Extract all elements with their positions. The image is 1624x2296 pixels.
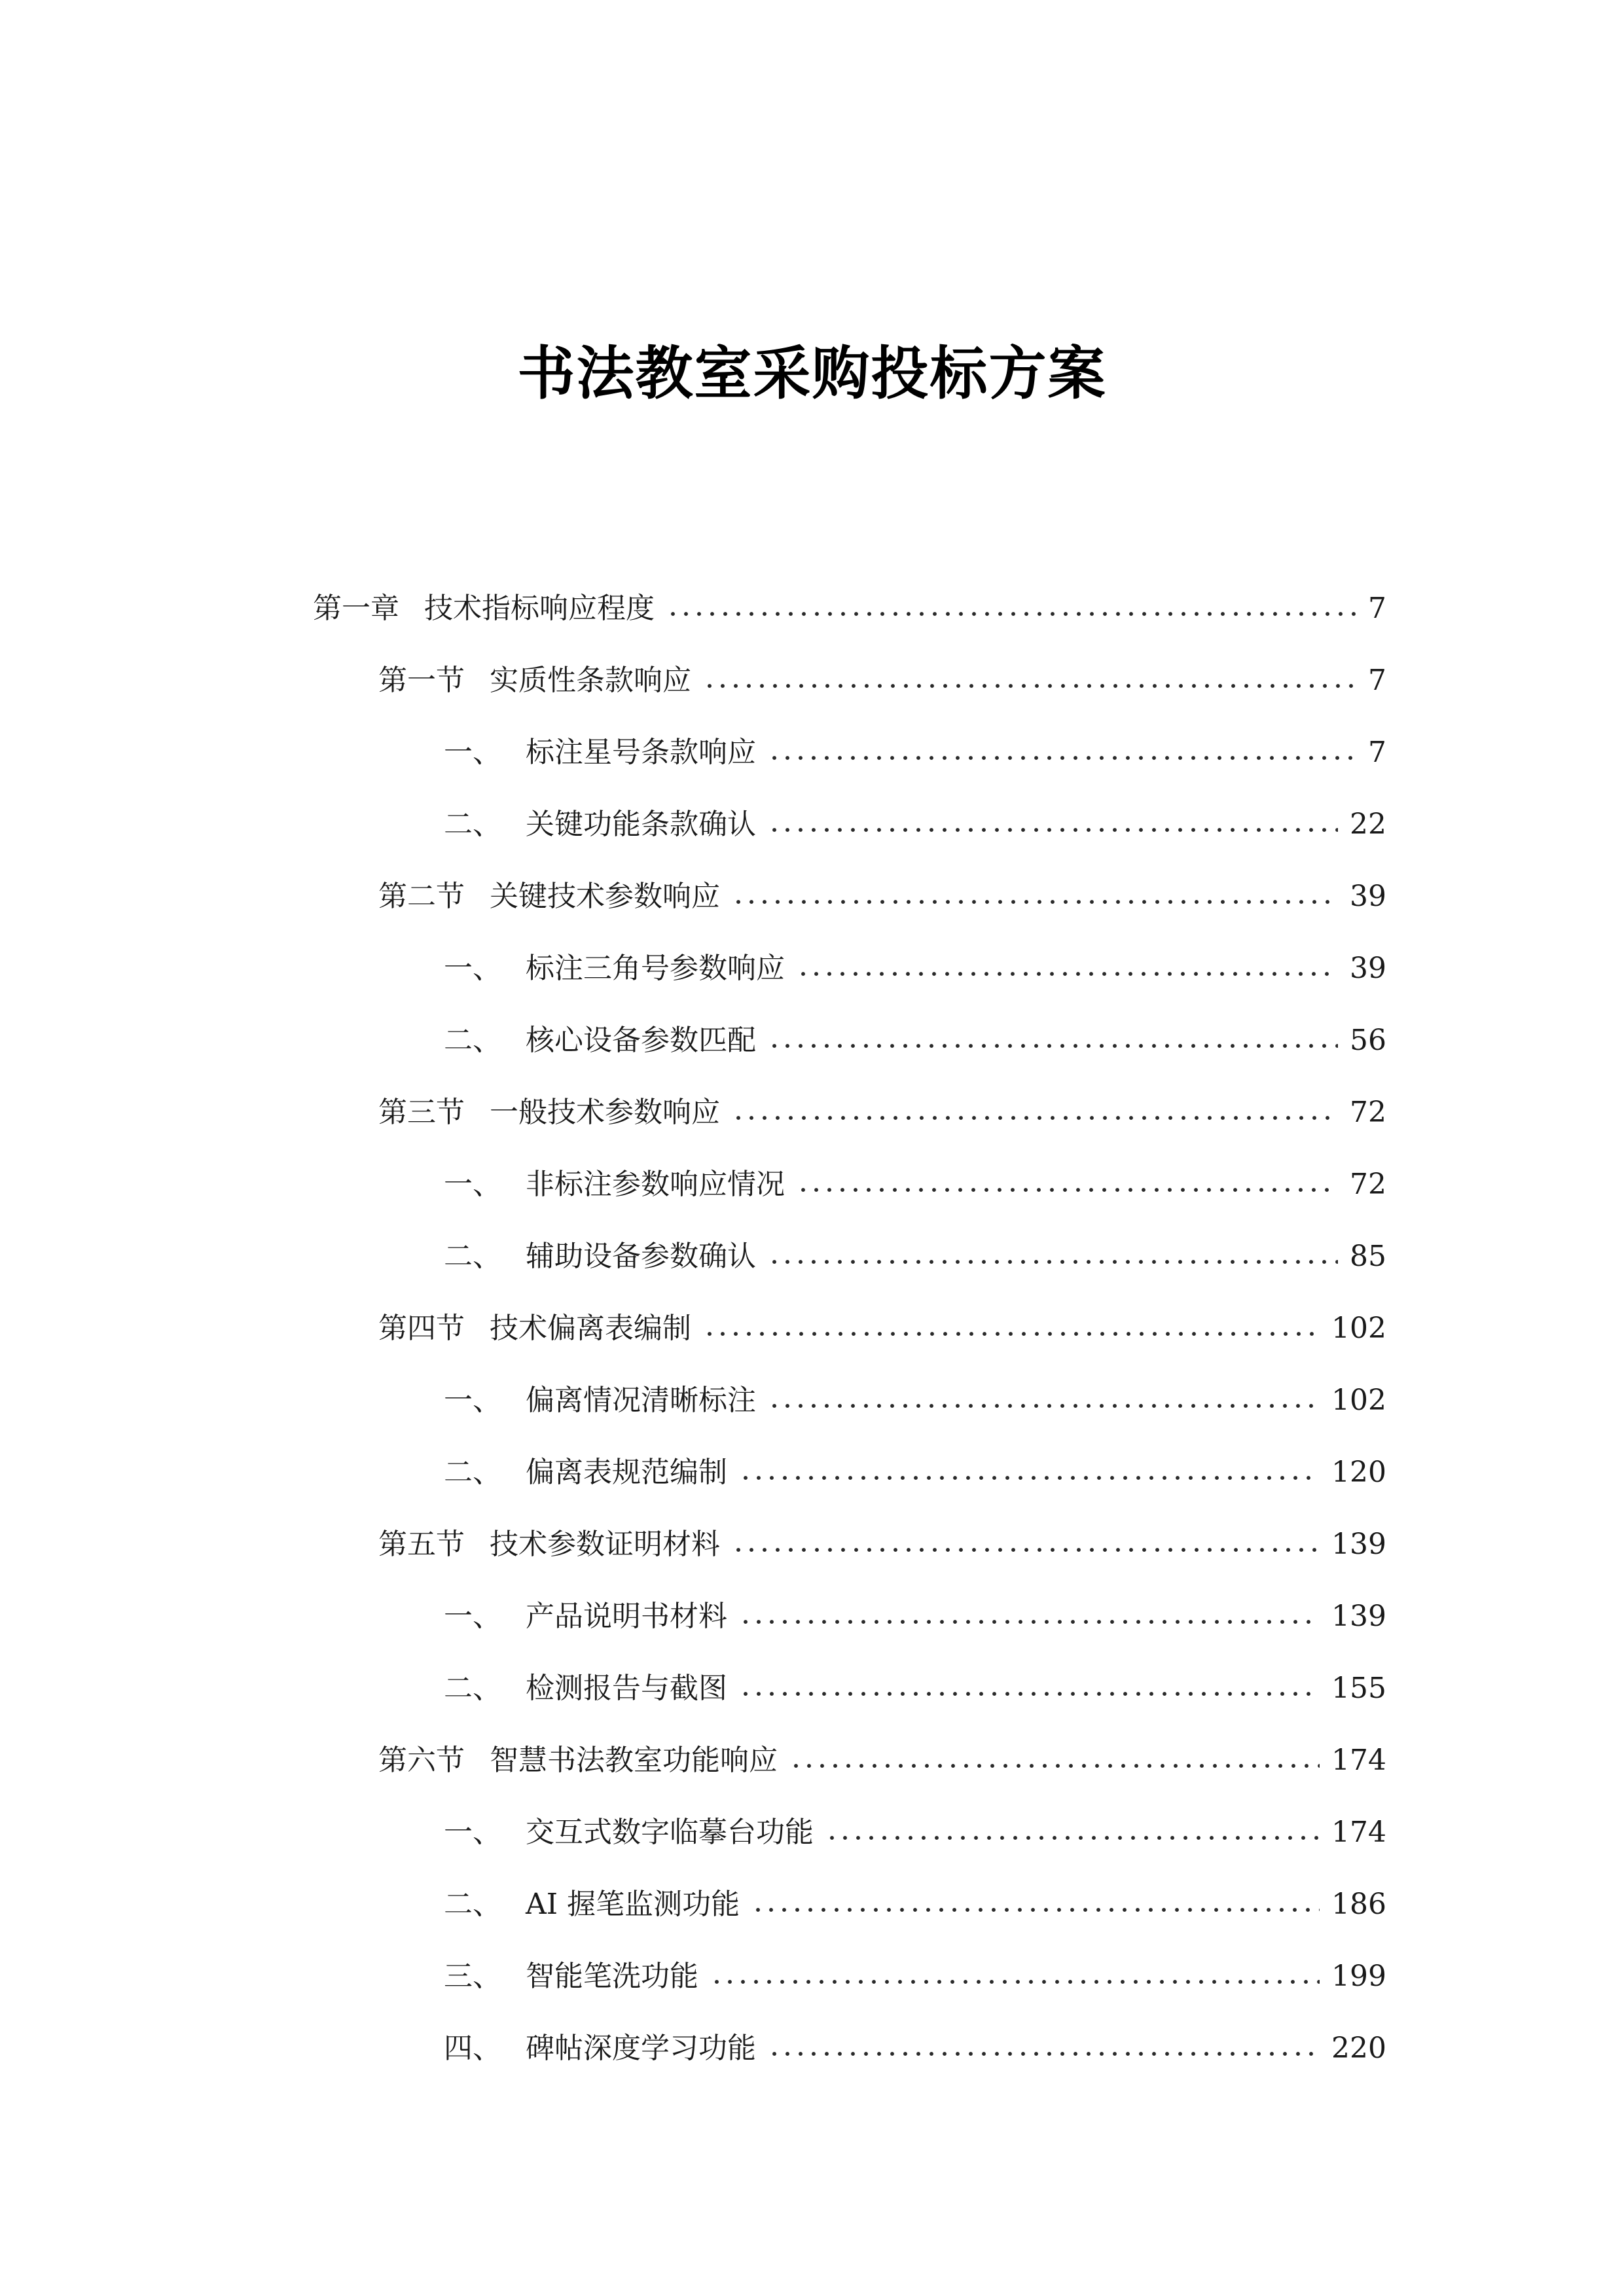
toc-entry-page: 102 xyxy=(1331,1312,1386,1345)
toc-entry-page: 120 xyxy=(1331,1456,1386,1489)
toc-entry-number: 四、 xyxy=(444,2032,501,2065)
dot-leader xyxy=(732,898,1338,906)
dot-leader xyxy=(825,1834,1320,1842)
dot-leader xyxy=(739,1474,1320,1482)
toc-entry-title: 技术参数证明材料 xyxy=(490,1528,720,1561)
toc-entry[interactable] xyxy=(313,1149,1386,1221)
toc-entry-number: 二、 xyxy=(444,808,501,841)
toc-entry-page: 72 xyxy=(1350,1096,1386,1129)
toc-entry-title: 实质性条款响应 xyxy=(490,664,691,697)
toc-entry-page: 7 xyxy=(1368,592,1386,625)
toc-entry[interactable] xyxy=(313,933,1386,1005)
dot-leader xyxy=(768,826,1338,834)
dot-leader xyxy=(703,682,1356,690)
toc-entry-number: 一、 xyxy=(444,1600,501,1633)
toc-entry-page: 85 xyxy=(1350,1240,1386,1273)
toc-entry[interactable] xyxy=(313,1869,1386,1941)
dot-leader xyxy=(739,1690,1320,1698)
toc-entry-page: 186 xyxy=(1331,1888,1386,1921)
toc-entry[interactable] xyxy=(313,1581,1386,1653)
toc-entry-title: 标注三角号参数响应 xyxy=(526,952,785,985)
table-of-contents xyxy=(313,573,1386,2085)
toc-entry-number: 第六节 xyxy=(378,1744,465,1777)
toc-entry-title: 标注星号条款响应 xyxy=(526,736,756,769)
toc-entry-page: 7 xyxy=(1368,736,1386,769)
toc-entry-title: 技术指标响应程度 xyxy=(424,592,655,625)
toc-entry-page: 7 xyxy=(1368,664,1386,697)
toc-entry-title: 检测报告与截图 xyxy=(526,1672,727,1705)
dot-leader xyxy=(666,610,1356,618)
toc-entry-number: 一、 xyxy=(444,1816,501,1849)
toc-entry-title: 智慧书法教室功能响应 xyxy=(490,1744,778,1777)
toc-entry[interactable] xyxy=(313,1797,1386,1869)
toc-entry[interactable] xyxy=(313,1077,1386,1149)
toc-entry-title: 核心设备参数匹配 xyxy=(526,1024,756,1057)
toc-entry[interactable] xyxy=(313,1437,1386,1509)
toc-entry-page: 139 xyxy=(1331,1528,1386,1561)
toc-entry-number: 二、 xyxy=(444,1240,501,1273)
toc-entry-number: 二、 xyxy=(444,1672,501,1705)
toc-entry-number: 一、 xyxy=(444,1384,501,1417)
toc-entry-title: AI 握笔监测功能 xyxy=(526,1888,740,1921)
toc-entry-number: 第四节 xyxy=(378,1312,465,1345)
dot-leader xyxy=(797,970,1338,978)
toc-entry-number: 第五节 xyxy=(378,1528,465,1561)
toc-entry-number: 二、 xyxy=(444,1888,501,1921)
toc-entry[interactable] xyxy=(313,1005,1386,1077)
toc-entry[interactable] xyxy=(313,1221,1386,1293)
dot-leader xyxy=(732,1114,1338,1122)
dot-leader xyxy=(768,1258,1338,1266)
toc-entry-page: 174 xyxy=(1331,1744,1386,1777)
toc-entry-number: 第一章 xyxy=(313,592,399,625)
dot-leader xyxy=(739,1618,1320,1626)
toc-entry[interactable] xyxy=(313,1509,1386,1581)
toc-entry-number: 第三节 xyxy=(378,1096,465,1129)
toc-entry-page: 220 xyxy=(1331,2032,1386,2065)
toc-entry-page: 102 xyxy=(1331,1384,1386,1417)
dot-leader xyxy=(768,754,1356,762)
dot-leader xyxy=(768,1042,1338,1050)
toc-entry-number: 一、 xyxy=(444,952,501,985)
toc-entry[interactable] xyxy=(313,573,1386,645)
toc-entry[interactable] xyxy=(313,861,1386,933)
toc-entry[interactable] xyxy=(313,1365,1386,1437)
toc-entry-title: 偏离表规范编制 xyxy=(526,1456,727,1489)
toc-entry-page: 199 xyxy=(1331,1960,1386,1993)
dot-leader xyxy=(789,1762,1320,1770)
toc-entry-title: 碑帖深度学习功能 xyxy=(526,2032,756,2065)
toc-entry-title: 关键技术参数响应 xyxy=(490,880,720,913)
toc-entry-number: 第二节 xyxy=(378,880,465,913)
toc-entry-number: 三、 xyxy=(444,1960,501,1993)
toc-entry-title: 辅助设备参数确认 xyxy=(526,1240,756,1273)
toc-entry-number: 二、 xyxy=(444,1456,501,1489)
toc-entry-title: 交互式数字临摹台功能 xyxy=(526,1816,814,1849)
toc-entry-page: 174 xyxy=(1331,1816,1386,1849)
toc-entry-title: 产品说明书材料 xyxy=(526,1600,727,1633)
toc-entry[interactable] xyxy=(313,2013,1386,2085)
toc-entry[interactable] xyxy=(313,1653,1386,1725)
dot-leader xyxy=(768,1402,1320,1410)
toc-entry[interactable] xyxy=(313,645,1386,717)
dot-leader xyxy=(710,1978,1320,1986)
toc-entry-title: 一般技术参数响应 xyxy=(490,1096,720,1129)
toc-entry[interactable] xyxy=(313,717,1386,789)
dot-leader xyxy=(732,1546,1320,1554)
toc-entry[interactable] xyxy=(313,789,1386,861)
toc-entry-page: 139 xyxy=(1331,1600,1386,1633)
toc-entry-page: 22 xyxy=(1350,808,1386,841)
toc-entry-title: 智能笔洗功能 xyxy=(526,1960,698,1993)
toc-entry-title: 非标注参数响应情况 xyxy=(526,1168,785,1201)
toc-entry-title: 关键功能条款确认 xyxy=(526,808,756,841)
toc-entry-title: 技术偏离表编制 xyxy=(490,1312,691,1345)
toc-entry[interactable] xyxy=(313,1725,1386,1797)
toc-entry-title: 偏离情况清晰标注 xyxy=(526,1384,756,1417)
dot-leader xyxy=(797,1186,1338,1194)
toc-entry-number: 一、 xyxy=(444,1168,501,1201)
toc-entry-page: 39 xyxy=(1350,952,1386,985)
toc-entry-page: 72 xyxy=(1350,1168,1386,1201)
toc-entry-number: 二、 xyxy=(444,1024,501,1057)
toc-entry-page: 155 xyxy=(1331,1672,1386,1705)
toc-entry-page: 39 xyxy=(1350,880,1386,913)
toc-entry[interactable] xyxy=(313,1941,1386,2013)
dot-leader xyxy=(768,2050,1320,2058)
dot-leader xyxy=(751,1906,1320,1914)
toc-entry-number: 第一节 xyxy=(378,664,465,697)
dot-leader xyxy=(703,1330,1320,1338)
toc-entry-number: 一、 xyxy=(444,736,501,769)
toc-entry[interactable] xyxy=(313,1293,1386,1365)
toc-entry-page: 56 xyxy=(1350,1024,1386,1057)
document-title: 书法教室采购投标方案 xyxy=(517,339,1107,407)
